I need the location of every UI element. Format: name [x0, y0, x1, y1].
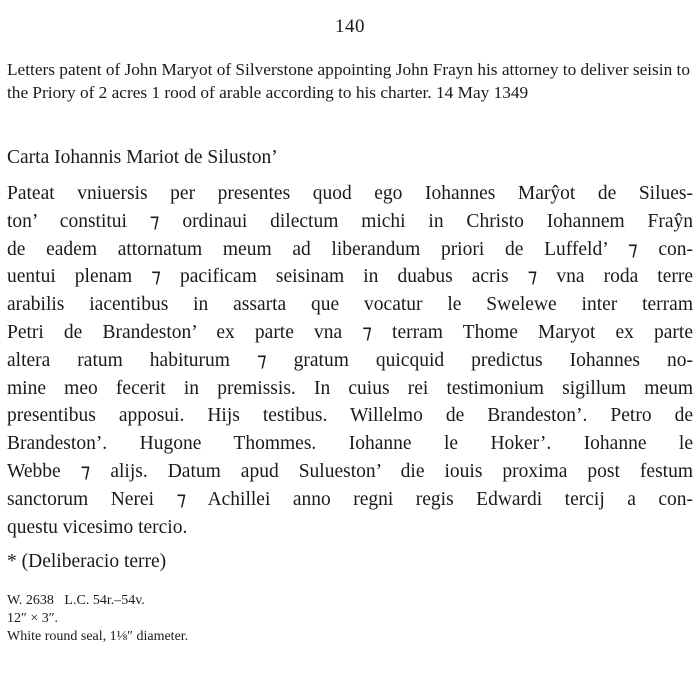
charter-line: altera ratum habiturum ⁊ gratum quicquid predictus Iohannes no-: [7, 349, 693, 371]
charter-line: arabilis iacentibus in assarta que vocatur le Swelewe inter terram: [7, 294, 693, 316]
seal-note: White round seal, 1⅛″ diameter.: [7, 629, 189, 644]
charter-line: de eadem attornatum meum ad liberandum priori de Luffeld’ ⁊ con-: [7, 238, 693, 260]
charter-body: [7, 180, 693, 541]
document-summary: Letters patent of John Maryot of Silverstone appointing John Frayn his attorney to deliver seisin to the Priory of 2 acres 1 rood of arable according to his charter. 14 May 1349: [7, 60, 690, 102]
reference-note: W. 2638 L.C. 54r.–54v.: [7, 593, 145, 608]
charter-title: Carta Iohannis Mariot de Siluston’: [7, 147, 278, 168]
charter-line: presentibus apposui. Hijs testibus. Willelmo de Brandeston’. Petro de: [7, 405, 693, 427]
dimensions-note: 12″ × 3″.: [7, 611, 59, 626]
charter-line: mine meo fecerit in premissis. In cuius rei testimonium sigillum meum: [7, 377, 693, 399]
page-number: 140: [335, 16, 365, 37]
rubric-note: * (Deliberacio terre): [7, 551, 167, 572]
charter-line: uentui plenam ⁊ pacificam seisinam in duabus acris ⁊ vna roda terre: [7, 266, 693, 288]
charter-line: Pateat vniuersis per presentes quod ego Iohannes Marŷot de Silues-: [7, 183, 693, 204]
archival-notes: [7, 592, 695, 646]
charter-line: Webbe ⁊ alijs. Datum apud Sulueston’ die iouis proxima post festum: [7, 460, 693, 482]
charter-line: Petri de Brandeston’ ex parte vna ⁊ terram Thome Maryot ex parte: [7, 321, 693, 343]
charter-line: ton’ constitui ⁊ ordinaui dilectum michi in Christo Iohannem Fraŷn: [7, 210, 693, 232]
charter-line: sanctorum Nerei ⁊ Achillei anno regni regis Edwardi tercij a con-: [7, 488, 693, 510]
charter-line: Brandeston’. Hugone Thommes. Iohanne le Hoker’. Iohanne le: [7, 433, 693, 455]
charter-line: questu vicesimo tercio.: [7, 516, 188, 538]
